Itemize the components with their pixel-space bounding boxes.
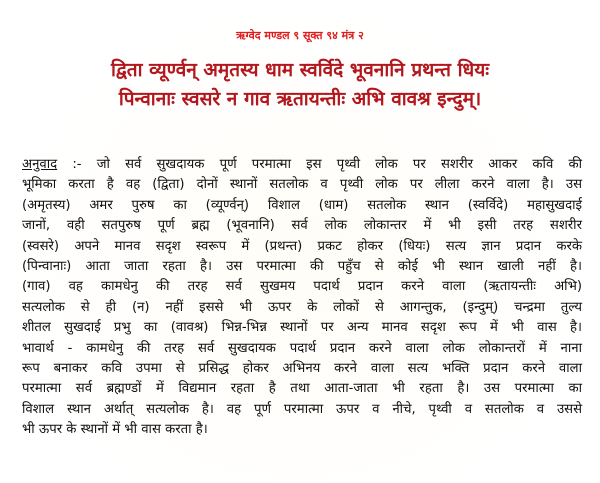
verse-line-2: पिन्वानाः स्वसरे न गाव ऋतायन्तीः अभि वावश्र इन्दुम्। bbox=[118, 88, 482, 110]
text-line: (अमृतस्य) अमर पुरुष का (व्यूर्ण्वन्) विशाल (धाम) सतलोक स्थान (स्वर्विदे) महासुखदाई bbox=[22, 197, 582, 213]
text-line: जानों, वही सतपुरुष पूर्ण ब्रह्म (भूवनानि) सर्व लोक लोकान्तर में भी इसी तरह सशरीर bbox=[22, 218, 582, 234]
text-line: (पिन्वानाः) आता जाता रहता है। उस परमात्मा की पहुँच से कोई भी स्थान खाली नहीं है। bbox=[22, 259, 582, 275]
text-line: विशाल स्थान अर्थात् सत्यलोक है। वह पूर्ण परमात्मा ऊपर व नीचे, पृथ्वी व सतलोक व उससे bbox=[22, 401, 582, 417]
text-line: (स्वसरे) अपने मानव सदृश स्वरूप में (प्रथन्त) प्रकट होकर (धियः) सत्य ज्ञान प्रदान करके bbox=[22, 238, 582, 254]
text-line: भूमिका करता है वह (द्विता) दोनों स्थानों सतलोक व पृथ्वी लोक पर लीला करने वाला है। उस bbox=[22, 177, 582, 193]
text-line: भावार्थ - कामधेनु की तरह सर्व सुखदायक पदार्थ प्रदान करने वाला लोक लोकान्तरों में नाना bbox=[22, 340, 582, 356]
translation-body bbox=[22, 155, 582, 441]
verse-line-1: द्विता व्यूर्ण्वन् अमृतस्य धाम स्वर्विदे भूवनानि प्रथन्त धियः bbox=[110, 59, 490, 81]
text-line: भी ऊपर के स्थानों में भी वास करता है। bbox=[22, 422, 208, 438]
text-line: (गाव) वह कामधेनु की तरह सर्व सुखमय पदार्थ प्रदान करने वाला (ऋतायन्तीः अभि) bbox=[22, 279, 582, 295]
text-line bbox=[22, 155, 582, 175]
verse-reference: ऋग्वेद मण्डल ९ सूक्त ९४ मंत्र २ bbox=[236, 29, 364, 42]
first-line-text: :- जो सर्व सुखदायक पूर्ण परमात्मा इस पृथ्वी लोक पर सशरीर आकर कवि की bbox=[57, 157, 582, 172]
text-line: शीतल सुखदाई प्रभु का (वावश्र) भिन्न-भिन्न स्थानों पर अन्य मानव सदृश रूप में भी वास है। bbox=[22, 320, 582, 336]
text-line: परमात्मा सर्व ब्रह्मण्डों में विद्यमान रहता है तथा आता-जाता भी रहता है। उस परमात्मा का bbox=[22, 381, 582, 397]
sanskrit-verse bbox=[22, 56, 578, 114]
text-line: रूप बनाकर कवि उपमा से प्रसिद्ध होकर अभिनय करने वाला सत्य भक्ति प्रदान करने वाला bbox=[22, 361, 582, 377]
anuvad-label: अनुवाद bbox=[22, 157, 58, 172]
text-line: सत्यलोक से ही (न) नहीं इससे भी ऊपर के लोकों से आगन्तुक, (इन्दुम्) चन्द्रमा तुल्य bbox=[22, 299, 582, 315]
